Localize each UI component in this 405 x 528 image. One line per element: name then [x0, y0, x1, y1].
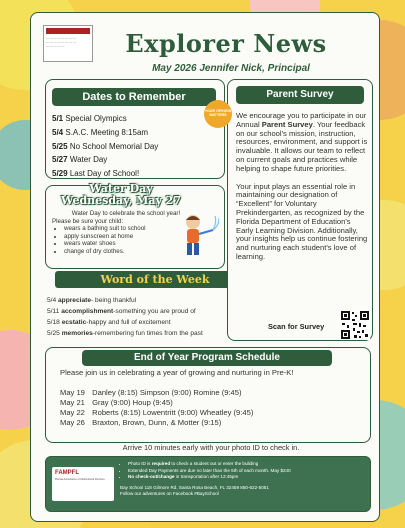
arrive-early-note: Arrive 10 minutes early with your photo ID to check in. — [122, 443, 300, 452]
schedule-row: May 26 Braxton, Brown, Dunn, & Motter (9:15) — [60, 418, 222, 427]
list-item: • apply sunscreen at home — [64, 233, 182, 241]
school-logo: FAMPFL Florida Association of Multicultural Partners — [52, 467, 114, 501]
date-item: 5/29 Last Day of School! — [52, 169, 140, 179]
word-item: 5/11 accomplishment-something you are proud of — [47, 308, 196, 315]
list-item: • Photo ID is required to check a student out or enter the building — [128, 461, 368, 468]
parent-survey-section — [204, 79, 373, 341]
list-item: • change of dry clothes. — [64, 248, 182, 256]
opinion-badge: YOUR OPINION MATTERS — [204, 100, 232, 128]
list-item: • No check-out/change in transportation after 12:45pm — [128, 474, 368, 481]
dates-heading: Dates to Remember — [52, 88, 216, 106]
scan-for-survey-label: Scan for Survey — [268, 322, 325, 331]
schedule-list — [60, 388, 253, 428]
dates-to-remember-section — [45, 79, 225, 179]
list-item: • Extended Day Payments are due no later than the 5th of each month. May $240 — [128, 468, 368, 475]
list-item: • wears a bathing suit to school — [64, 225, 182, 233]
newsletter-page — [30, 12, 380, 522]
list-item: • wears water shoes — [64, 240, 182, 248]
schedule-intro: Please join us in celebrating a year of growing and nurturing in Pre-K! — [60, 368, 294, 377]
word-heading: Word of the Week — [55, 271, 255, 288]
facebook-follow[interactable]: Follow our adventures on Facebook #BaySchool — [120, 491, 219, 497]
footer-section — [45, 456, 371, 512]
word-list — [47, 295, 203, 339]
water-day-section — [45, 182, 225, 269]
word-item: 5/4 appreciate- being thankful — [47, 297, 137, 304]
header-thumbnail: — — — — — — — — — — — — — — — — — — — — — — [43, 25, 93, 62]
word-item: 5/25 memories-remembering fun times from the past — [47, 330, 203, 337]
dates-list — [52, 112, 158, 181]
survey-heading: Parent Survey — [236, 86, 364, 104]
date-item: 5/25 No School Memorial Day — [52, 141, 159, 151]
schedule-row: May 22 Roberts (8:15) Lowentritt (9:00) Wheatley (9:45) — [60, 408, 254, 417]
child-water-hose-icon — [179, 212, 219, 260]
schedule-row: May 21 Gray (9:00) Houp (9:45) — [60, 398, 173, 407]
program-schedule-section — [45, 347, 371, 443]
water-day-body: Water Day to celebrate the school year! Please be sure your child: • wears a bathing suit to school • apply sunscreen at home • wears water shoes • change of dry clothes. — [52, 210, 182, 256]
schedule-row: May 19 Danley (8:15) Simpson (9:00) Romine (9:45) — [60, 388, 242, 397]
survey-qr-code[interactable] — [340, 310, 370, 340]
date-item: 5/27 Water Day — [52, 155, 108, 165]
water-day-heading: Water Day Wednesday, May 27 — [61, 182, 181, 207]
footer-text — [120, 461, 368, 498]
word-item: 5/18 ecstatic-happy and full of excitement — [47, 319, 171, 326]
school-address: Bay School 118 Gilmore Rd, Santa Rosa Beach, FL 32459 850-622-5051 — [120, 484, 269, 490]
schedule-heading: End of Year Program Schedule — [82, 350, 332, 366]
date-item: 5/4 S.A.C. Meeting 8:15am — [52, 127, 149, 137]
newsletter-subtitle: May 2026 Jennifer Nick, Principal — [152, 63, 310, 74]
date-item: 5/1 Special Olympics — [52, 114, 127, 123]
newsletter-title: Explorer News — [125, 29, 327, 58]
survey-text: We encourage you to participate in our Annual Parent Survey. Your feedback on our school's mission, instruction, resources, environment, and support is invaluable. It allows our team to reflect on current goals and practices while helping to shape future priorities. Your input plays an essential role in maintaining our designation of “Excellent” for Voluntary Prekindergarten, as recognized by the Florida Department of Education's Early Learning Division. Additionally, your insights help us continue fostering and nurturing each student's love of learning. — [236, 111, 368, 261]
